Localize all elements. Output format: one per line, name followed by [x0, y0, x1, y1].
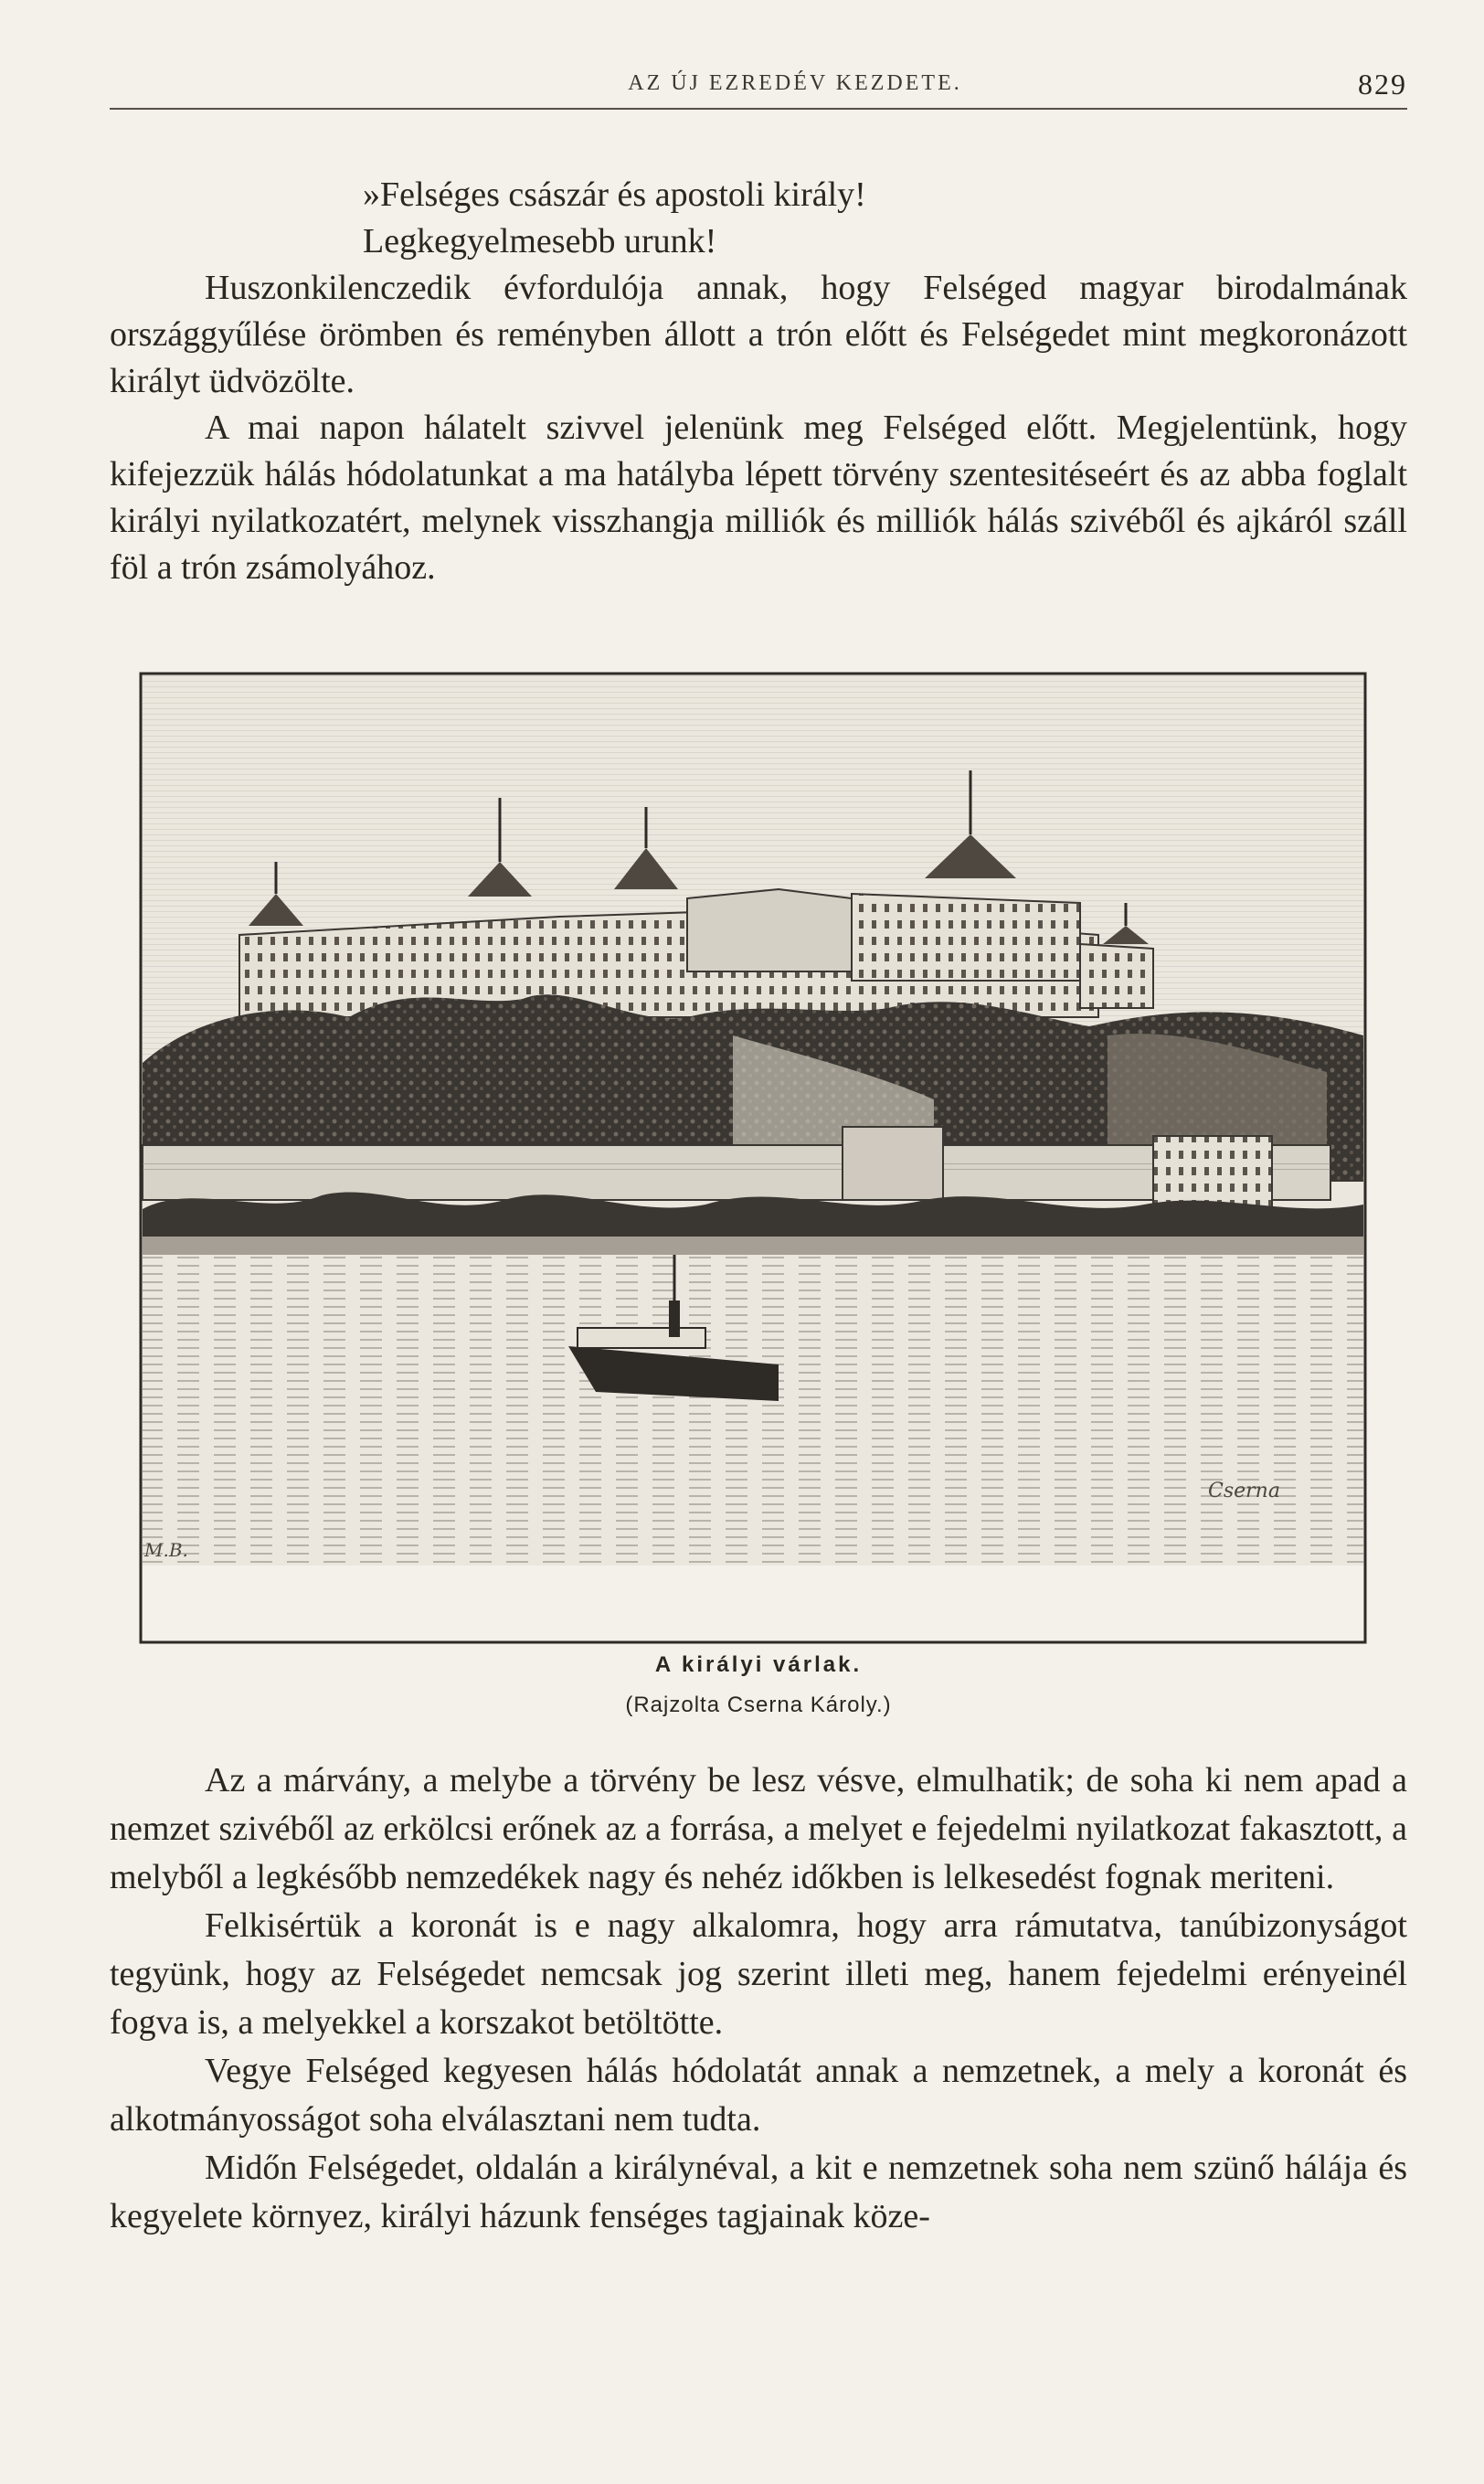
- artist-signature: Cserna: [1208, 1480, 1280, 1502]
- running-head: AZ ÚJ EZREDÉV KEZDETE.: [628, 71, 962, 95]
- paragraph: A mai napon hálatelt szivvel jelenünk meg Felséged előtt. Megjelentünk, hogy kifejezzük hálás hódolatunkat a ma hatályba lépett törvény szentesitéseért és az abba foglalt királyi nyilatkozatért, melynek visszhangja milliók és milliók hálás szivéből és ajkáról száll föl a trón zsámolyához.: [110, 409, 1407, 587]
- salutation-line-2: Legkegyelmesebb urunk!: [363, 222, 717, 260]
- paragraph: Midőn Felségedet, oldalán a királynéval, a kit e nemzetnek soha nem szünő hálája és kegyelete környez, királyi házunk fenséges tagjainak köze-: [110, 2149, 1407, 2235]
- engraver-mark: M.B.: [144, 1539, 188, 1561]
- illustration-royal-palace: [139, 670, 1369, 1657]
- page-number: 829: [1358, 68, 1407, 101]
- header-rule: [110, 108, 1407, 110]
- address-text-bottom: [110, 1757, 1407, 2241]
- paragraph: Vegye Felséged kegyesen hálás hódolatát annak a nemzetnek, a mely a koronát és alkotmányosságot soha elválasztani nem tudta.: [110, 2052, 1407, 2139]
- paragraph: Huszonkilenczedik évfordulója annak, hogy Felséged magyar birodalmának országgyűlése örömben és reményben állott a trón előtt és Felségedet mint megkoronázott királyt üdvözölte.: [110, 269, 1407, 400]
- paragraph: Felkisértük a koronát is e nagy alkalomra, hogy arra rámutatva, tanúbizonyságot tegyünk, hogy az Felségedet nemcsak jog szerint illeti meg, hanem fejedelmi erényeinél fogva is, a melyekkel a korszakot betöltötte.: [110, 1906, 1407, 2042]
- paragraph: Az a márvány, a melybe a törvény be lesz vésve, elmulhatik; de soha ki nem apad a nemzet szivéből az erkölcsi erőnek az a forrása, a melyet e fejedelmi nyilatkozat fakasztott, a melyből a legkésőbb nemzedékek nagy és nehéz időkben is lelkesedést fognak meriteni.: [110, 1761, 1407, 1896]
- figure-caption-title: A királyi várlak.: [654, 1652, 863, 1677]
- address-text-top: [110, 172, 1407, 591]
- page-header: [110, 68, 1407, 115]
- salutation-line-1: »Felséges császár és apostoli király!: [363, 175, 866, 214]
- figure-caption-credit: (Rajzolta Cserna Károly.): [625, 1693, 892, 1717]
